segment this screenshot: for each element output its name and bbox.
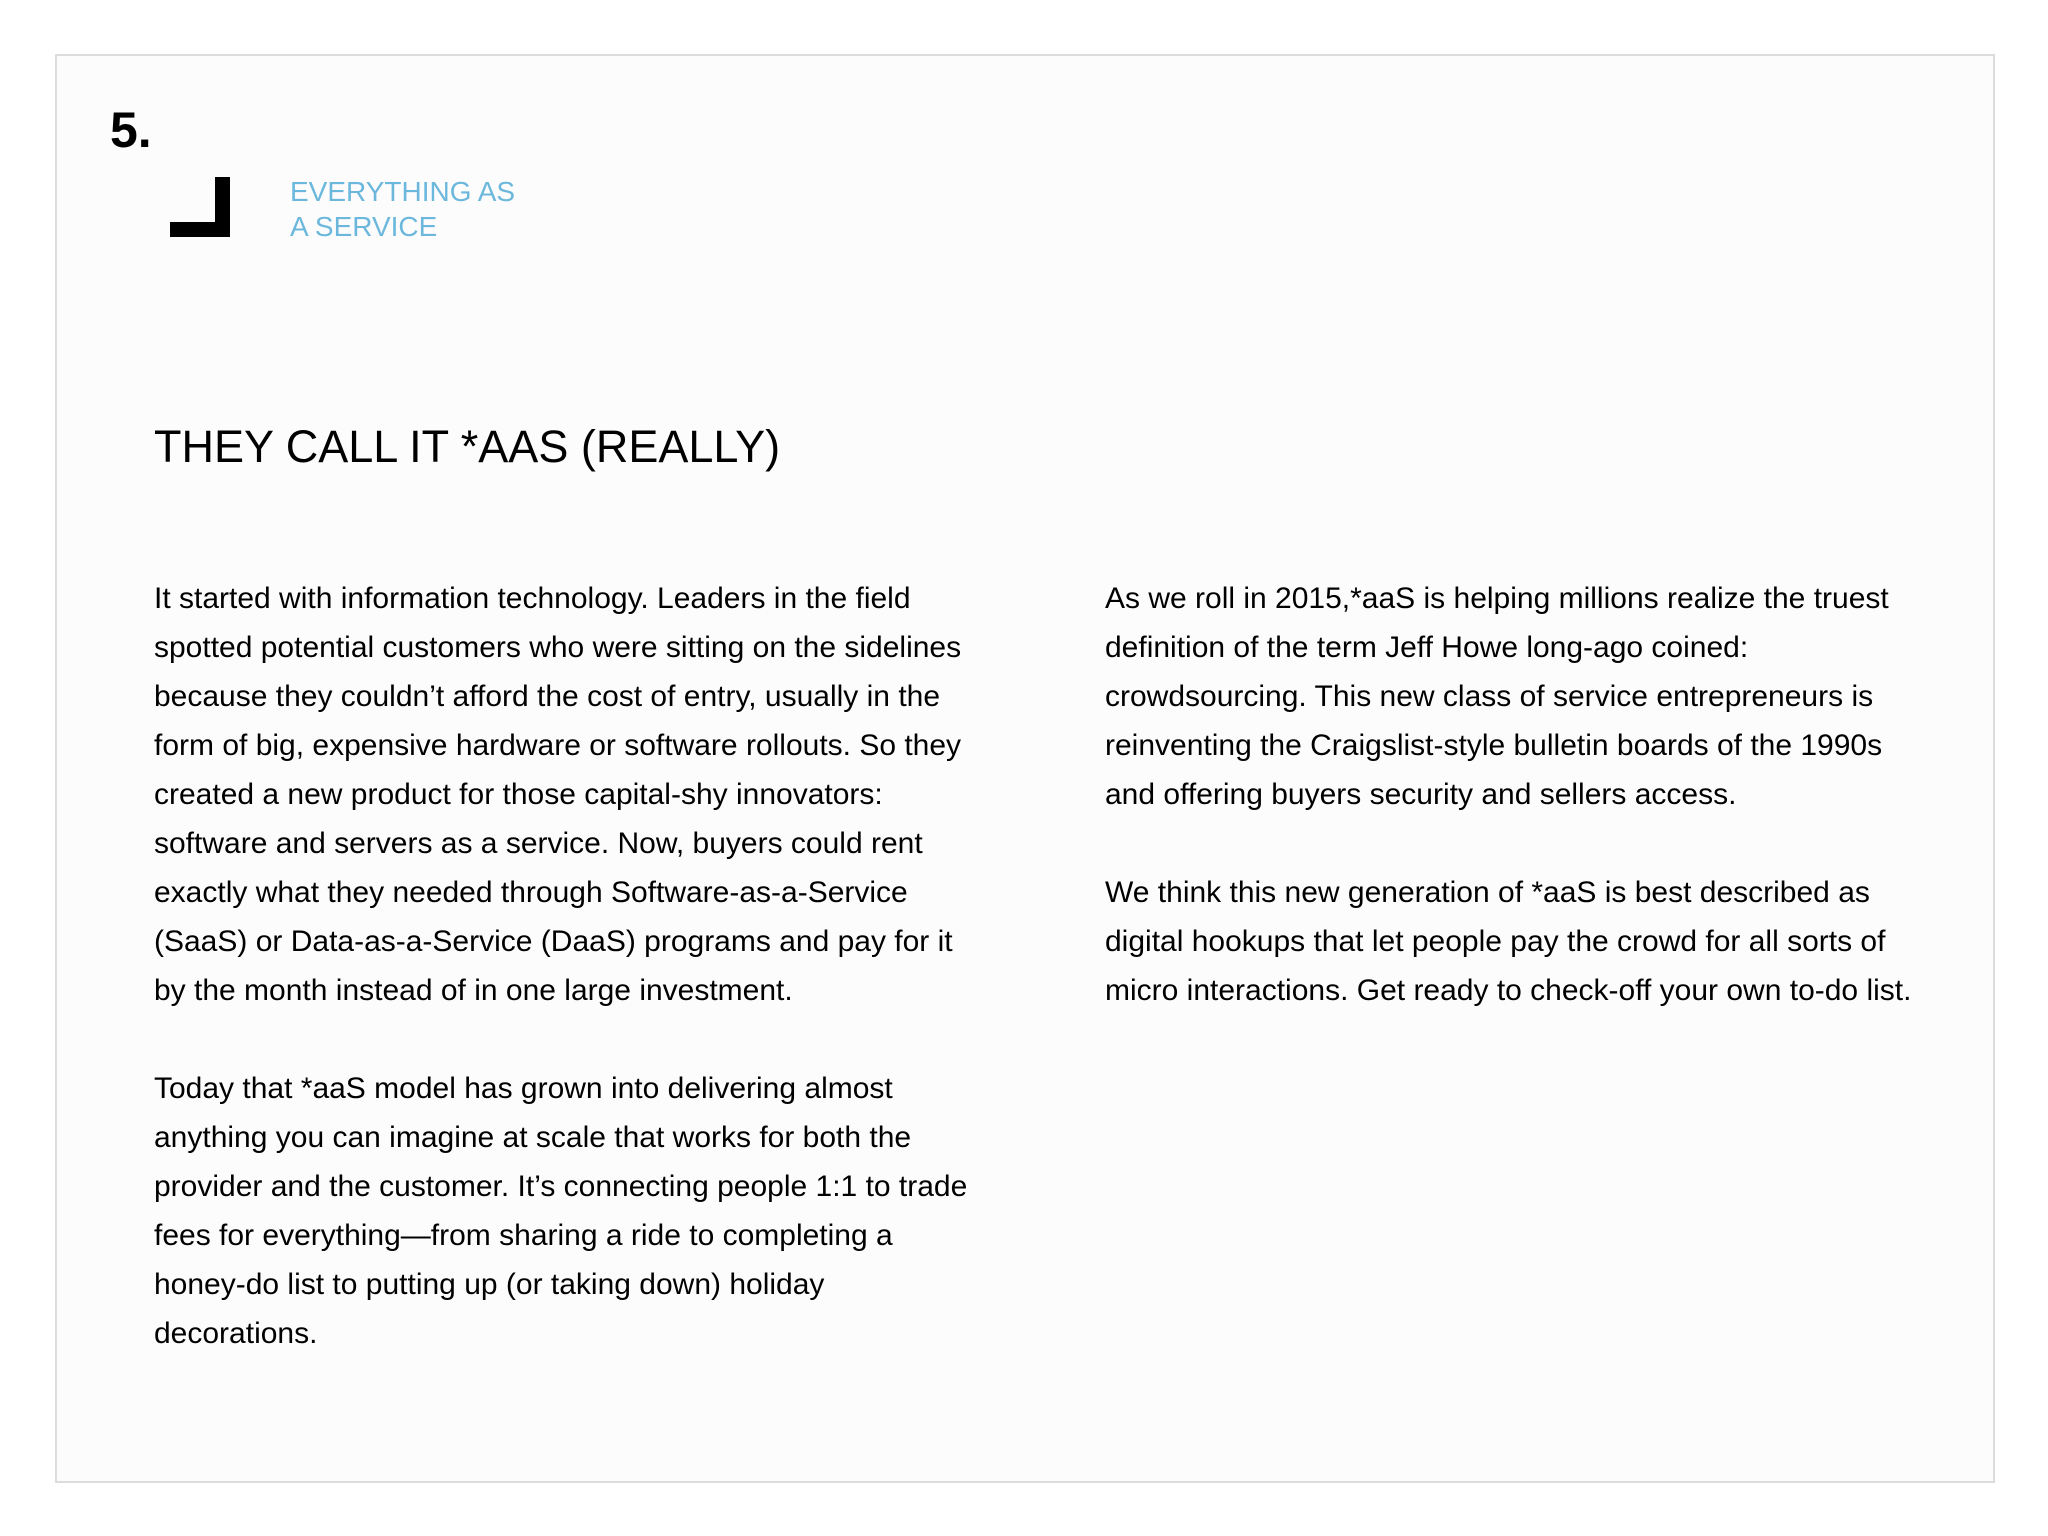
- paragraph: As we roll in 2015,*aaS is helping millions realize the truest definition of the term Jeff Howe long-ago coined: crowdsourcing. This new class of service entrepreneurs is reinventing the Craigslist-style bulletin boards of the 1990s and offering buyers security and sellers access.: [1105, 582, 1889, 811]
- article-headline: THEY CALL IT *AAS (REALLY): [154, 421, 781, 472]
- right-column: [1105, 574, 1985, 1064]
- paragraph: Today that *aaS model has grown into delivering almost anything you can imagine at scale that works for both the provider and the customer. It’s connecting people 1:1 to trade fees for everything—from sharing a ride to completing a honey-do list to putting up (or taking down) holiday decorations.: [154, 1072, 968, 1350]
- paragraph: It started with information technology. Leaders in the field spotted potential customers who were sitting on the sidelines because they couldn’t afford the cost of entry, usually in the form of big, expensive hardware or software rollouts. So they created a new product for those capital-shy innovators: software and servers as a service. Now, buyers could rent exactly what they needed through Software-as-a-Service (SaaS) or Data-as-a-Service (DaaS) programs and pay for it by the month instead of in one large investment.: [154, 582, 962, 1007]
- document-page: [55, 54, 1995, 1483]
- corner-bracket-icon: [170, 177, 230, 237]
- left-column: [154, 574, 1034, 1407]
- section-number: 5.: [110, 102, 152, 158]
- section-title: EVERYTHING AS A SERVICE: [290, 176, 516, 242]
- paragraph: We think this new generation of *aaS is best described as digital hookups that let people pay the crowd for all sorts of micro interactions. Get ready to check-off your own to-do list.: [1105, 876, 1912, 1007]
